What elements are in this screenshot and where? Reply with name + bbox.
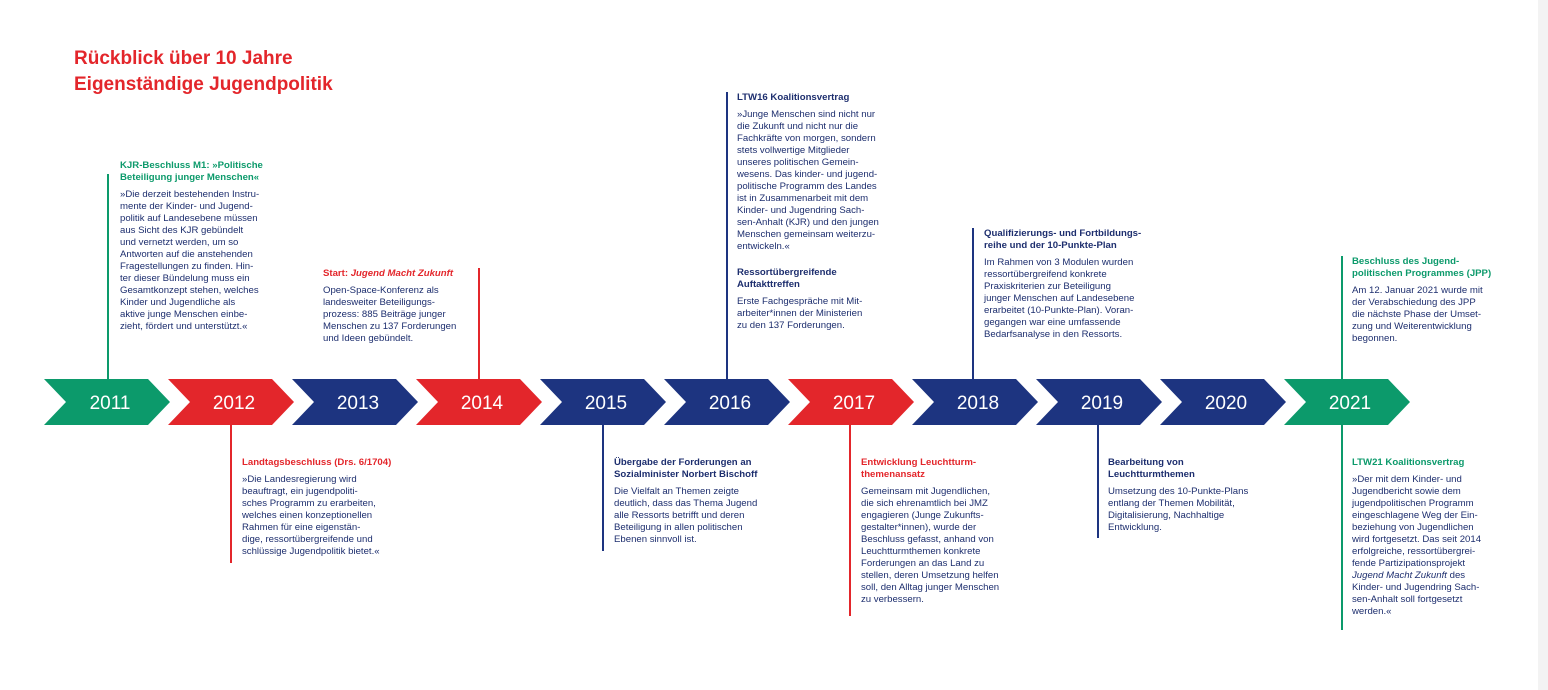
event-heading — [323, 268, 473, 280]
event-body-line: politik auf Landesebene müssen — [120, 213, 258, 224]
event-heading-secondary — [737, 267, 907, 291]
event-body-line: gestalter*innen), wurde der — [861, 522, 977, 533]
year-label-2018: 2018 — [956, 393, 1000, 414]
event-body-line: aus Sicht des KJR gebündelt — [120, 225, 244, 236]
event-body-line: erarbeitet (10-Punkte-Plan). Voran- — [984, 305, 1134, 316]
event-body-continued-line: sen-Anhalt soll fortgesetzt — [1352, 594, 1463, 605]
event-body-secondary-line: zu den 137 Forderungen. — [737, 320, 845, 331]
year-label-2014: 2014 — [460, 393, 504, 414]
connector-line-landtagsbeschluss — [230, 423, 232, 563]
event-heading-line: themenansatz — [861, 469, 925, 480]
event-qualifizierung — [984, 228, 1164, 341]
event-body — [737, 109, 907, 253]
year-label-2017: 2017 — [832, 393, 876, 414]
year-label-2011: 2011 — [89, 393, 131, 414]
event-body-secondary — [737, 296, 907, 332]
event-body-line: »Junge Menschen sind nicht nur — [737, 109, 876, 120]
event-heading-line: Beschluss des Jugend- — [1352, 256, 1460, 267]
event-body-line: Menschen gemeinsam weiterzu- — [737, 229, 876, 240]
event-body-line: beziehung von Jugendlichen — [1352, 522, 1474, 533]
event-body-line: unseres politischen Gemein- — [737, 157, 859, 168]
event-uebergabe — [614, 457, 794, 546]
year-label-2020: 2020 — [1204, 393, 1248, 414]
connector-line-jmz-start — [478, 268, 480, 381]
event-body-line: Praxiskriterien zur Beteiligung — [984, 281, 1111, 292]
event-body-line: Fragestellungen zu finden. Hin- — [120, 261, 254, 272]
event-body-line: soll, den Alltag junger Menschen — [861, 582, 1000, 593]
event-heading-line: Übergabe der Forderungen an — [614, 457, 752, 468]
event-body-project-line — [1352, 570, 1527, 582]
event-body-line: ter dieser Bündelung muss ein — [120, 273, 250, 284]
event-body-line: ist in Zusammenarbeit mit dem — [737, 193, 869, 204]
timeline-band — [0, 379, 1548, 425]
page-title-line-1: Rückblick über 10 Jahre — [74, 48, 293, 69]
event-heading — [1108, 457, 1283, 481]
event-body-line: Fachkräfte von morgen, sondern — [737, 133, 876, 144]
event-body-line: Ebenen sinnvoll ist. — [614, 534, 697, 545]
event-body-line: wesens. Das kinder- und jugend- — [737, 169, 878, 180]
event-body — [242, 474, 417, 558]
event-body-line: welches einen konzeptionellen — [242, 510, 373, 521]
event-body-continued — [1352, 582, 1527, 618]
event-body-line: stets vollwertige Mitglieder — [737, 145, 850, 156]
event-body-line: Die Vielfalt an Themen zeigte — [614, 486, 739, 497]
event-body-line: zieht, fördert und unterstützt.« — [120, 321, 248, 332]
event-body-line: entwickeln.« — [737, 241, 790, 252]
event-body — [1352, 285, 1527, 345]
year-label-2015: 2015 — [584, 393, 628, 414]
event-body-line: aktive junge Menschen einbe- — [120, 309, 248, 320]
event-heading — [1352, 457, 1527, 469]
event-body-project-name: Jugend Macht Zukunft — [1352, 570, 1447, 581]
page-title — [74, 46, 333, 98]
event-heading-line: reihe und der 10-Punkte-Plan — [984, 240, 1117, 251]
connector-line-qualifizierung — [972, 228, 974, 381]
event-body-line: Antworten auf die anstehenden — [120, 249, 253, 260]
event-kjr-beschluss — [120, 160, 290, 333]
event-bearbeitung — [1108, 457, 1283, 534]
event-body — [323, 285, 473, 345]
event-body-line: mente der Kinder- und Jugend- — [120, 201, 253, 212]
event-heading-line: Qualifizierungs- und Fortbildungs- — [984, 228, 1142, 239]
event-body-project-suffix: des — [1446, 570, 1466, 581]
event-body-line: Beschluss gefasst, anhand von — [861, 534, 994, 545]
event-body-continued-line: werden.« — [1352, 606, 1392, 617]
event-body-line: Umsetzung des 10-Punkte-Plans — [1108, 486, 1249, 497]
event-body-line: und vernetzt werden, um so — [120, 237, 239, 248]
event-heading-line: Entwicklung Leuchtturm- — [861, 457, 977, 468]
event-heading-line: Leuchtturmthemen — [1108, 469, 1195, 480]
event-body-line: die Zukunft und nicht nur die — [737, 121, 859, 132]
event-body-line: prozess: 885 Beiträge junger — [323, 309, 446, 320]
year-label-2012: 2012 — [212, 393, 256, 414]
event-body-line: Bedarfsanalyse in den Ressorts. — [984, 329, 1123, 340]
event-body-line: Leuchtturmthemen konkrete — [861, 546, 981, 557]
event-heading-line: politischen Programmes (JPP) — [1352, 268, 1492, 279]
event-body-line: Gesamtkonzept stehen, welches — [120, 285, 259, 296]
event-heading-secondary-line: Auftakttreffen — [737, 279, 800, 290]
event-jmz-start — [323, 268, 473, 345]
event-body-line: erfolgreiche, ressortübergrei- — [1352, 546, 1476, 557]
event-heading-line: KJR-Beschluss M1: »Politische — [120, 160, 263, 171]
event-heading-line: Sozialminister Norbert Bischoff — [614, 469, 758, 480]
event-body-line: entlang der Themen Mobilität, — [1108, 498, 1235, 509]
event-body-line: alle Ressorts betrifft und deren — [614, 510, 745, 521]
event-body-line: junger Menschen auf Landesebene — [984, 293, 1135, 304]
event-heading — [242, 457, 417, 469]
event-body-line: und Ideen gebündelt. — [323, 333, 414, 344]
event-body-line: sches Programm zu erarbeiten, — [242, 498, 376, 509]
connector-line-bearbeitung — [1097, 423, 1099, 538]
event-body-line: Am 12. Januar 2021 wurde mit — [1352, 285, 1483, 296]
event-heading — [120, 160, 290, 184]
event-body-secondary-line: arbeiter*innen der Ministerien — [737, 308, 863, 319]
event-body-line: »Der mit dem Kinder- und — [1352, 474, 1462, 485]
event-body-line: Kinder- und Jugendring Sach- — [737, 205, 865, 216]
event-body — [614, 486, 794, 546]
event-body-line: zu verbessern. — [861, 594, 924, 605]
event-heading-line: Landtagsbeschluss (Drs. 6/1704) — [242, 457, 392, 468]
event-heading-line: LTW16 Koalitionsvertrag — [737, 92, 850, 103]
event-heading-prefix: Start: — [323, 268, 351, 279]
event-ltw21 — [1352, 457, 1527, 618]
event-heading — [614, 457, 794, 481]
event-heading-line: Bearbeitung von — [1108, 457, 1184, 468]
year-label-2021: 2021 — [1328, 393, 1372, 414]
event-landtagsbeschluss — [242, 457, 417, 558]
event-body-secondary-line: Erste Fachgespräche mit Mit- — [737, 296, 863, 307]
event-body-line: jugendpolitischen Programm — [1352, 498, 1474, 509]
event-body-line: ressortübergreifend konkrete — [984, 269, 1107, 280]
event-body-line: Forderungen an das Land zu — [861, 558, 985, 569]
event-body-line: fende Partizipationsprojekt — [1352, 558, 1466, 569]
event-leuchtturm — [861, 457, 1031, 606]
event-body-line: Gemeinsam mit Jugendlichen, — [861, 486, 991, 497]
event-body — [1108, 486, 1283, 534]
event-body-line: dige, ressortübergreifende und — [242, 534, 373, 545]
event-body-line: Digitalisierung, Nachhaltige — [1108, 510, 1225, 521]
event-body-line: gegangen war eine umfassende — [984, 317, 1121, 328]
event-heading-project-name: Jugend Macht Zukunft — [350, 268, 454, 279]
event-body-line: schlüssige Jugendpolitik bietet.« — [242, 546, 380, 557]
event-body-line: Open-Space-Konferenz als — [323, 285, 439, 296]
event-body-line: deutlich, dass das Thema Jugend — [614, 498, 758, 509]
event-body-line: Menschen zu 137 Forderungen — [323, 321, 457, 332]
event-body — [984, 257, 1164, 341]
event-body-line: beauftragt, ein jugendpoliti- — [242, 486, 358, 497]
year-label-2013: 2013 — [336, 393, 380, 414]
year-label-2016: 2016 — [708, 393, 752, 414]
connector-line-leuchtturm — [849, 423, 851, 616]
connector-line-kjr-beschluss — [107, 174, 109, 381]
event-body-line: Rahmen für eine eigenstän- — [242, 522, 361, 533]
connector-line-uebergabe — [602, 423, 604, 551]
connector-line-ltw21 — [1341, 423, 1343, 630]
year-label-2019: 2019 — [1080, 393, 1124, 414]
event-body-continued-line: Kinder- und Jugendring Sach- — [1352, 582, 1480, 593]
event-body-line: die sich ehrenamtlich bei JMZ — [861, 498, 988, 509]
event-heading — [737, 92, 907, 104]
event-heading-line: Beteiligung junger Menschen« — [120, 172, 260, 183]
page-title-line-2: Eigenständige Jugendpolitik — [74, 74, 333, 95]
event-body-line: »Die derzeit bestehenden Instru- — [120, 189, 260, 200]
event-body-line: Kinder und Jugendliche als — [120, 297, 236, 308]
page-edge — [1538, 0, 1548, 690]
event-body-line: zung und Weiterentwicklung — [1352, 321, 1472, 332]
connector-line-ltw16 — [726, 92, 728, 381]
event-jpp-beschluss — [1352, 256, 1527, 345]
event-body — [1352, 474, 1527, 570]
event-heading-secondary-line: Ressortübergreifende — [737, 267, 837, 278]
event-body-line: Jugendbericht sowie dem — [1352, 486, 1461, 497]
event-body-line: landesweiter Beteiligungs- — [323, 297, 435, 308]
event-body-line: »Die Landesregierung wird — [242, 474, 357, 485]
event-body-line: engagieren (Junge Zukunfts- — [861, 510, 984, 521]
event-body — [120, 189, 290, 333]
event-heading — [861, 457, 1031, 481]
event-body-line: die nächste Phase der Umset- — [1352, 309, 1482, 320]
event-body-line: Im Rahmen von 3 Modulen wurden — [984, 257, 1134, 268]
event-body-line: der Verabschiedung des JPP — [1352, 297, 1476, 308]
event-ltw16 — [737, 92, 907, 332]
event-body-line: Beteiligung in allen politischen — [614, 522, 743, 533]
event-body-line: eingeschlagene Weg der Ein- — [1352, 510, 1478, 521]
event-heading — [1352, 256, 1527, 280]
event-heading — [984, 228, 1164, 252]
event-heading-line: LTW21 Koalitionsvertrag — [1352, 457, 1465, 468]
event-body-line: politische Programm des Landes — [737, 181, 877, 192]
event-body-line: Entwicklung. — [1108, 522, 1162, 533]
event-body-line: wird fortgesetzt. Das seit 2014 — [1352, 534, 1482, 545]
connector-line-jpp-beschluss — [1341, 256, 1343, 381]
event-body-line: begonnen. — [1352, 333, 1398, 344]
event-body-line: stellen, deren Umsetzung helfen — [861, 570, 999, 581]
event-body — [861, 486, 1031, 606]
event-body-line: sen-Anhalt (KJR) und den jungen — [737, 217, 879, 228]
